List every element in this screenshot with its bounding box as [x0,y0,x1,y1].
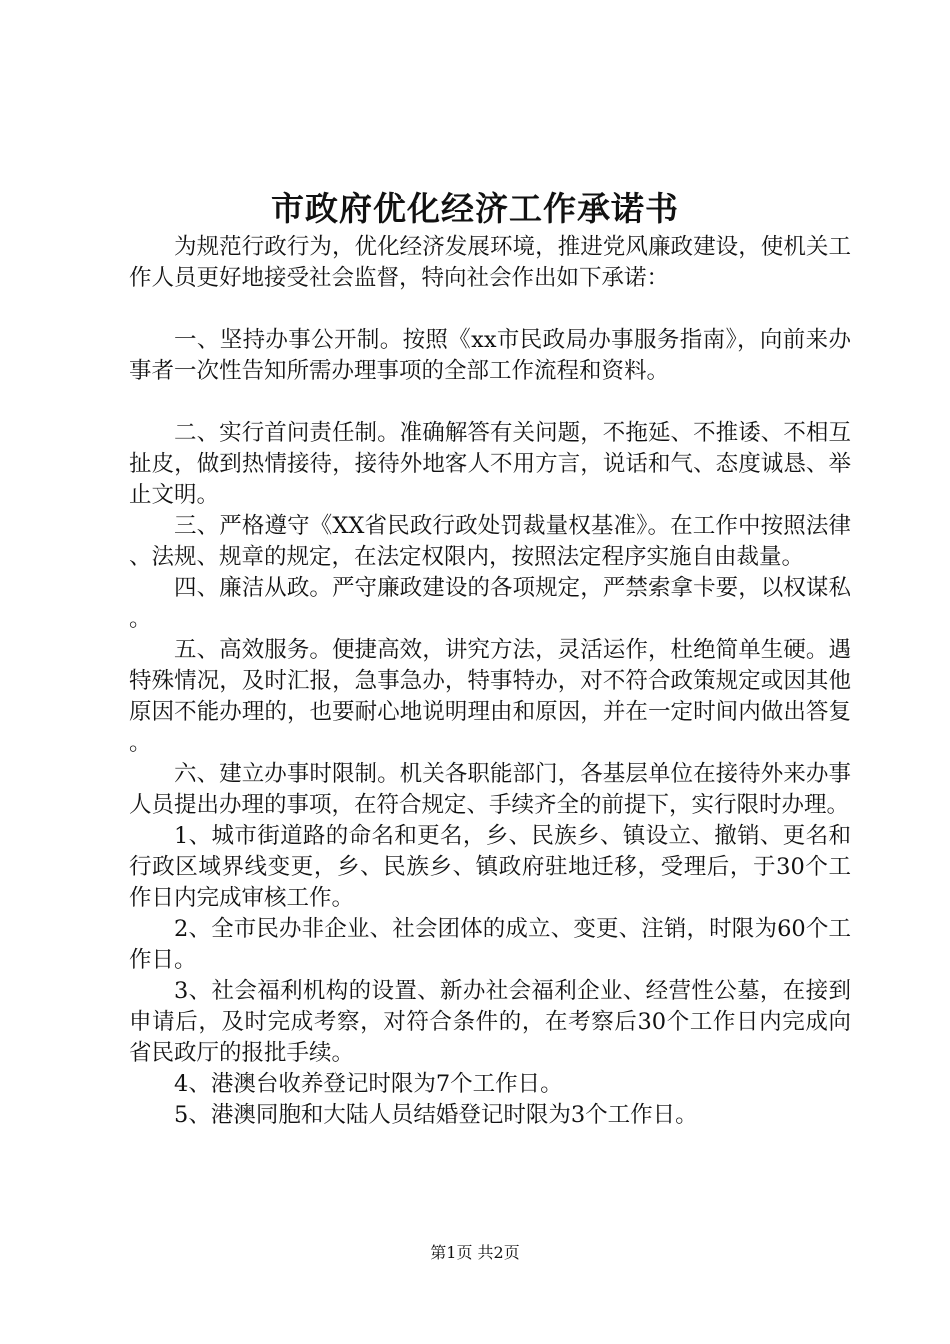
paragraph-item-2: 二、实行首问责任制。准确解答有关问题，不拖延、不推诿、不相互扯皮，做到热情接待，接待外地客人不用方言，说话和气、态度诚恳、举止文明。 [129,420,851,508]
intro-paragraph: 为规范行政行为，优化经济发展环境，推进党风廉政建设，使机关工作人员更好地接受社会监督，特向社会作出如下承诺： [129,234,851,291]
sub-item-3: 3、社会福利机构的设置、新办社会福利企业、经营性公墓，在接到申请后，及时完成考察，对符合条件的，在考察后30个工作日内完成向省民政厅的报批手续。 [129,978,851,1066]
paragraph-item-1: 一、坚持办事公开制。按照《xx市民政局办事服务指南》，向前来办事者一次性告知所需办理事项的全部工作流程和资料。 [129,327,851,384]
sub-item-4: 4、港澳台收养登记时限为7个工作日。 [174,1071,563,1097]
sub-item-1: 1、城市街道路的命名和更名，乡、民族乡、镇设立、撤销、更名和行政区域界线变更，乡、民族乡、镇政府驻地迁移，受理后，于30个工作日内完成审核工作。 [129,823,851,911]
paragraph-item-3: 三、严格遵守《XX省民政行政处罚裁量权基准》。在工作中按照法律、法规、规章的规定，在法定权限内，按照法定程序实施自由裁量。 [129,513,851,570]
document-title: 市政府优化经济工作承诺书 [271,189,679,228]
sub-item-2: 2、全市民办非企业、社会团体的成立、变更、注销，时限为60个工作日。 [129,916,851,973]
document-body [129,232,851,1131]
paragraph-item-6: 六、建立办事时限制。机关各职能部门，各基层单位在接待外来办事人员提出办理的事项，在符合规定、手续齐全的前提下，实行限时办理。 [129,761,851,818]
page-number-footer: 第1页 共2页 [430,1243,520,1262]
paragraph-item-4: 四、廉洁从政。严守廉政建设的各项规定，严禁索拿卡要，以权谋私。 [129,575,851,632]
sub-item-5: 5、港澳同胞和大陆人员结婚登记时限为3个工作日。 [174,1102,698,1128]
paragraph-item-5: 五、高效服务。便捷高效，讲究方法，灵活运作，杜绝简单生硬。遇特殊情况，及时汇报，急事急办，特事特办，对不符合政策规定或因其他原因不能办理的，也要耐心地说明理由和原因，并在一定时间内做出答复。 [129,637,851,756]
